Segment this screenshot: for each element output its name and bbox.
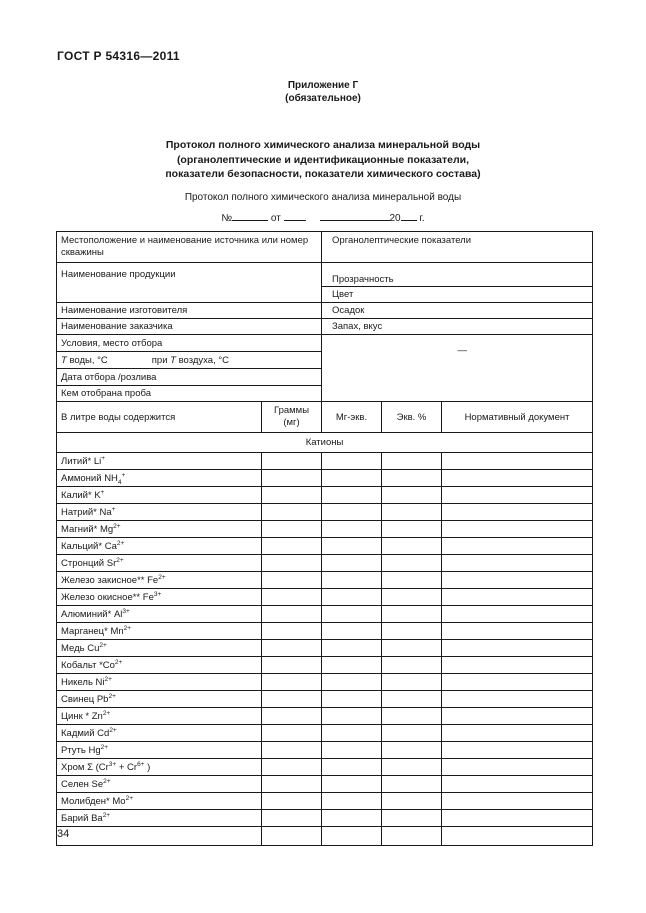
cation-ion-subscript: 4 <box>117 478 122 486</box>
table-row <box>57 433 593 453</box>
mg-eq-input-cell[interactable] <box>322 589 382 606</box>
norm-doc-input-cell[interactable] <box>442 657 593 674</box>
transparency-cell: Прозрачность <box>322 263 593 287</box>
cation-ion: Zn <box>91 710 103 722</box>
cation-name-cell <box>57 470 262 487</box>
norm-doc-input-cell[interactable] <box>442 708 593 725</box>
cation-name: Аммоний <box>61 472 102 484</box>
grams-input-cell[interactable] <box>262 487 322 504</box>
norm-doc-input-cell[interactable] <box>442 623 593 640</box>
cation-ion-charge: 2+ <box>103 777 111 785</box>
cation-name: Молибден* <box>61 795 110 807</box>
protocol-title-line-1: Протокол полного химического анализа минеральной воды <box>165 139 481 151</box>
protocol-subtitle: Протокол полного химического анализа минеральной воды <box>184 192 462 203</box>
mg-eq-input-cell[interactable] <box>322 827 382 846</box>
cation-name-cell <box>57 538 262 555</box>
cation-ion: NH <box>104 472 118 484</box>
t-air-label: воздуха, °С <box>178 354 230 366</box>
grams-input-cell[interactable] <box>262 453 322 470</box>
cation-name: Барий <box>61 812 89 824</box>
cation-name: Свинец <box>61 693 95 705</box>
cation-name-cell <box>57 776 262 793</box>
cation-name-cell <box>57 759 262 776</box>
appendix-title: Приложение Г <box>287 80 359 91</box>
grams-input-cell[interactable] <box>262 470 322 487</box>
grams-input-cell[interactable] <box>262 640 322 657</box>
cation-name-cell <box>57 793 262 810</box>
table-row <box>57 606 593 623</box>
norm-doc-input-cell[interactable] <box>442 504 593 521</box>
table-row <box>57 453 593 470</box>
cation-name: Железо окисное** <box>61 591 141 603</box>
table-row <box>57 487 593 504</box>
cation-ion-charge: 2+ <box>109 726 117 734</box>
table-row <box>57 742 593 759</box>
mg-eq-input-cell[interactable] <box>322 708 382 725</box>
cation-name: Литий* <box>61 455 92 467</box>
norm-doc-input-cell[interactable] <box>442 555 593 572</box>
norm-doc-input-cell[interactable] <box>442 572 593 589</box>
cation-name-cell <box>57 606 262 623</box>
conditions-label-cell: Условия, место отбора <box>57 335 322 352</box>
month-blank[interactable] <box>320 211 390 221</box>
cation-ion: Cu <box>87 642 100 654</box>
cation-ion-charge: 2+ <box>99 641 107 649</box>
grams-input-cell[interactable] <box>262 555 322 572</box>
grams-input-cell[interactable] <box>262 623 322 640</box>
norm-doc-input-cell[interactable] <box>442 640 593 657</box>
number-blank[interactable] <box>232 211 268 221</box>
grams-input-cell[interactable] <box>262 793 322 810</box>
cation-name-cell <box>57 742 262 759</box>
from-label: от <box>270 213 281 224</box>
col-header-mg-eq: Мг-экв. <box>322 402 382 433</box>
cation-name: Натрий* <box>61 506 97 518</box>
cation-name: Селен <box>61 778 89 790</box>
mg-eq-input-cell[interactable] <box>322 810 382 827</box>
cation-ion-charge: 2+ <box>116 539 125 547</box>
eq-pct-input-cell[interactable] <box>382 555 442 572</box>
eq-pct-input-cell[interactable] <box>382 759 442 776</box>
grams-input-cell[interactable] <box>262 725 322 742</box>
table-row <box>57 538 593 555</box>
norm-doc-input-cell[interactable] <box>442 759 593 776</box>
table-row <box>57 303 593 319</box>
cation-name-cell <box>57 572 262 589</box>
mg-eq-input-cell[interactable] <box>322 555 382 572</box>
norm-doc-input-cell[interactable] <box>442 521 593 538</box>
col-header-eq-pct: Экв. % <box>382 402 442 433</box>
grams-input-cell[interactable] <box>262 674 322 691</box>
cation-name: Хром <box>61 761 85 773</box>
cation-ion: K <box>94 489 101 501</box>
cation-ion: *Co <box>99 659 115 671</box>
cation-ion-charge: 2+ <box>125 794 133 802</box>
cation-ion: Li <box>93 455 102 467</box>
cation-ion-charge: 2+ <box>102 709 111 717</box>
col-header-grams: Граммы (мг) <box>262 402 322 433</box>
grams-input-cell[interactable] <box>262 572 322 589</box>
table-row <box>57 470 593 487</box>
eq-pct-input-cell[interactable] <box>382 725 442 742</box>
organoleptic-value-cell <box>322 335 593 402</box>
norm-doc-input-cell[interactable] <box>442 487 593 504</box>
cation-name: Калий* <box>61 489 92 501</box>
cation-name-cell <box>57 725 262 742</box>
cation-name: Кобальт <box>61 659 97 671</box>
manufacturer-label-cell: Наименование изготовителя <box>57 303 322 319</box>
cation-name: Никель <box>61 676 93 688</box>
cation-name-cell <box>57 521 262 538</box>
year-prefix: 20 <box>389 213 401 224</box>
cation-name-cell <box>57 640 262 657</box>
mg-eq-input-cell[interactable] <box>322 504 382 521</box>
cation-ion-charge: 2+ <box>108 692 116 700</box>
organoleptic-label-cell: Органолептические показатели <box>322 232 593 263</box>
table-row <box>57 623 593 640</box>
cation-ion: Mo <box>112 795 126 807</box>
norm-doc-input-cell[interactable] <box>442 776 593 793</box>
table-row <box>57 572 593 589</box>
cation-ion: Σ (Cr <box>87 761 109 773</box>
table-row <box>57 759 593 776</box>
col-header-norm-doc: Нормативный документ <box>442 402 593 433</box>
table-row <box>57 402 593 433</box>
cation-ion: Al <box>113 608 123 620</box>
eq-pct-input-cell[interactable] <box>382 487 442 504</box>
cation-name: Цинк * <box>61 710 90 722</box>
norm-doc-input-cell[interactable] <box>442 691 593 708</box>
grams-input-cell[interactable] <box>262 657 322 674</box>
norm-doc-input-cell[interactable] <box>442 742 593 759</box>
cation-name-cell <box>57 691 262 708</box>
cation-name: Медь <box>61 642 85 654</box>
eq-pct-input-cell[interactable] <box>382 589 442 606</box>
eq-pct-input-cell[interactable] <box>382 453 442 470</box>
eq-pct-input-cell[interactable] <box>382 827 442 846</box>
cation-name: Кальций* <box>61 540 103 552</box>
grams-input-cell[interactable] <box>262 606 322 623</box>
cation-name-cell <box>57 827 262 846</box>
table-row <box>57 657 593 674</box>
mg-eq-input-cell[interactable] <box>322 572 382 589</box>
cation-ion-charge: 2+ <box>116 556 124 564</box>
t-water-symbol: T <box>61 354 67 366</box>
standard-number: ГОСТ Р 54316—2011 <box>57 49 180 63</box>
cation-ion: Fe <box>142 591 154 603</box>
year-suffix: г. <box>419 213 425 224</box>
cation-name-cell <box>57 555 262 572</box>
cation-ion: Ba <box>91 812 103 824</box>
norm-doc-input-cell[interactable] <box>442 606 593 623</box>
cation-ion: Pb <box>96 693 109 705</box>
color-cell: Цвет <box>322 287 593 303</box>
cation-name-cell <box>57 504 262 521</box>
mg-eq-input-cell[interactable] <box>322 776 382 793</box>
protocol-number-line <box>0 211 646 224</box>
cation-ion: Ca <box>104 540 117 552</box>
eq-pct-input-cell[interactable] <box>382 742 442 759</box>
cation-ion: Cd <box>97 727 110 739</box>
protocol-title-line-2: (органолептические и идентификационные показатели, <box>176 154 470 166</box>
norm-doc-input-cell[interactable] <box>442 453 593 470</box>
cation-ion-charge: 2+ <box>102 811 111 819</box>
cation-name: Стронций <box>61 557 105 569</box>
eq-pct-input-cell[interactable] <box>382 810 442 827</box>
appendix-status: (обязательное) <box>285 93 361 104</box>
table-row <box>57 674 593 691</box>
eq-pct-input-cell[interactable] <box>382 708 442 725</box>
norm-doc-input-cell[interactable] <box>442 674 593 691</box>
table-row <box>57 319 593 335</box>
norm-doc-input-cell[interactable] <box>442 470 593 487</box>
cation-ion-charge: + <box>111 505 116 513</box>
table-row <box>57 263 593 287</box>
grams-input-cell[interactable] <box>262 776 322 793</box>
protocol-title-line-3: показатели безопасности, показатели химического состава) <box>165 168 481 180</box>
cation-ion: Hg <box>88 744 101 756</box>
table-row <box>57 708 593 725</box>
cation-ion-charge: 2+ <box>158 573 166 581</box>
mg-eq-input-cell[interactable] <box>322 691 382 708</box>
table-row <box>57 504 593 521</box>
eq-pct-input-cell[interactable] <box>382 691 442 708</box>
cation-name-cell <box>57 674 262 691</box>
mg-eq-input-cell[interactable] <box>322 742 382 759</box>
cation-ion: Mn <box>110 625 124 637</box>
cation-ion-charge: 2+ <box>123 624 132 632</box>
grams-input-cell[interactable] <box>262 708 322 725</box>
customer-label-cell: Наименование заказчика <box>57 319 322 335</box>
dash-value: — <box>457 345 468 356</box>
grams-input-cell[interactable] <box>262 827 322 846</box>
cation-ion-charge: + <box>121 471 126 479</box>
table-row <box>57 640 593 657</box>
page-number: 34 <box>57 828 70 840</box>
eq-pct-input-cell[interactable] <box>382 521 442 538</box>
cation-ion-charge-2: 6+ <box>137 760 145 768</box>
mg-eq-input-cell[interactable] <box>322 538 382 555</box>
cation-ion-3: ) <box>144 761 151 773</box>
table-row <box>57 555 593 572</box>
sediment-cell: Осадок <box>322 303 593 319</box>
eq-pct-input-cell[interactable] <box>382 606 442 623</box>
mg-eq-input-cell[interactable] <box>322 623 382 640</box>
eq-pct-input-cell[interactable] <box>382 623 442 640</box>
table-row <box>57 232 593 263</box>
smell-taste-cell: Запах, вкус <box>322 319 593 335</box>
cation-ion-charge: + <box>100 488 105 496</box>
cation-name: Ртуть <box>61 744 86 756</box>
cation-ion-2: + Cr <box>116 761 138 773</box>
table-row <box>57 827 593 846</box>
eq-pct-input-cell[interactable] <box>382 657 442 674</box>
norm-doc-input-cell[interactable] <box>442 810 593 827</box>
table-row <box>57 793 593 810</box>
cation-ion-charge: + <box>101 454 106 462</box>
cation-name-cell <box>57 708 262 725</box>
norm-doc-input-cell[interactable] <box>442 793 593 810</box>
eq-pct-input-cell[interactable] <box>382 504 442 521</box>
t-air-prefix: при <box>151 354 168 366</box>
eq-pct-input-cell[interactable] <box>382 538 442 555</box>
temperature-cell <box>57 352 322 369</box>
cation-name-cell <box>57 487 262 504</box>
table-row <box>57 589 593 606</box>
cation-ion-charge: 2+ <box>100 743 109 751</box>
eq-pct-input-cell[interactable] <box>382 640 442 657</box>
mg-eq-input-cell[interactable] <box>322 725 382 742</box>
sampled-by-label-cell: Кем отобрана проба <box>57 386 322 402</box>
day-blank[interactable] <box>284 211 306 221</box>
cation-name: Магний* <box>61 523 98 535</box>
protocol-table <box>56 231 593 846</box>
grams-input-cell[interactable] <box>262 691 322 708</box>
table-row <box>57 810 593 827</box>
eq-pct-input-cell[interactable] <box>382 674 442 691</box>
cation-ion-charge: 2+ <box>114 658 123 666</box>
mg-eq-input-cell[interactable] <box>322 640 382 657</box>
cation-ion: Na <box>99 506 112 518</box>
mg-eq-input-cell[interactable] <box>322 606 382 623</box>
norm-doc-input-cell[interactable] <box>442 589 593 606</box>
location-label-cell: Местоположение и наименование источника или номер скважины <box>57 232 322 263</box>
table-row <box>57 691 593 708</box>
eq-pct-input-cell[interactable] <box>382 793 442 810</box>
norm-doc-input-cell[interactable] <box>442 538 593 555</box>
mg-eq-input-cell[interactable] <box>322 793 382 810</box>
cation-name-cell <box>57 657 262 674</box>
col-header-contains: В литре воды содержится <box>57 402 262 433</box>
table-row <box>57 335 593 352</box>
table-row <box>57 521 593 538</box>
eq-pct-input-cell[interactable] <box>382 470 442 487</box>
eq-pct-input-cell[interactable] <box>382 572 442 589</box>
mg-eq-input-cell[interactable] <box>322 657 382 674</box>
cation-ion-charge: 3+ <box>122 607 130 615</box>
norm-doc-input-cell[interactable] <box>442 725 593 742</box>
t-air-symbol: T <box>170 354 176 366</box>
cation-ion: Ni <box>95 676 105 688</box>
cation-name: Алюминий* <box>61 608 112 620</box>
mg-eq-input-cell[interactable] <box>322 470 382 487</box>
cation-ion: Se <box>91 778 104 790</box>
t-water-label: воды, °С <box>69 354 108 366</box>
mg-eq-input-cell[interactable] <box>322 759 382 776</box>
product-label-cell: Наименование продукции <box>57 263 322 303</box>
cation-name-cell <box>57 623 262 640</box>
cation-ion-charge: 3+ <box>108 760 117 768</box>
mg-eq-input-cell[interactable] <box>322 453 382 470</box>
grams-input-cell[interactable] <box>262 742 322 759</box>
eq-pct-input-cell[interactable] <box>382 776 442 793</box>
mg-eq-input-cell[interactable] <box>322 487 382 504</box>
cation-ion: Sr <box>106 557 117 569</box>
cations-heading: Катионы <box>57 433 593 453</box>
date-label-cell: Дата отбора /розлива <box>57 369 322 386</box>
grams-input-cell[interactable] <box>262 810 322 827</box>
cation-ion: Mg <box>99 523 114 535</box>
cation-name-cell <box>57 589 262 606</box>
table-row <box>57 776 593 793</box>
cation-name: Марганец* <box>61 625 108 637</box>
grams-input-cell[interactable] <box>262 538 322 555</box>
norm-doc-input-cell[interactable] <box>442 827 593 846</box>
grams-input-cell[interactable] <box>262 504 322 521</box>
grams-input-cell[interactable] <box>262 521 322 538</box>
cation-name-cell <box>57 453 262 470</box>
table-row <box>57 725 593 742</box>
cation-name-cell <box>57 810 262 827</box>
grams-input-cell[interactable] <box>262 589 322 606</box>
mg-eq-input-cell[interactable] <box>322 521 382 538</box>
cation-name: Кадмий <box>61 727 95 739</box>
cation-name: Железо закисное** <box>61 574 145 586</box>
cation-ion-charge: 2+ <box>104 675 112 683</box>
cation-ion-charge: 2+ <box>113 522 121 530</box>
number-label: № <box>221 213 233 224</box>
t-air-group <box>152 355 229 366</box>
cation-ion: Fe <box>147 574 159 586</box>
mg-eq-input-cell[interactable] <box>322 674 382 691</box>
year-blank[interactable] <box>401 211 417 221</box>
cation-ion-charge: 3+ <box>153 590 162 598</box>
grams-input-cell[interactable] <box>262 759 322 776</box>
